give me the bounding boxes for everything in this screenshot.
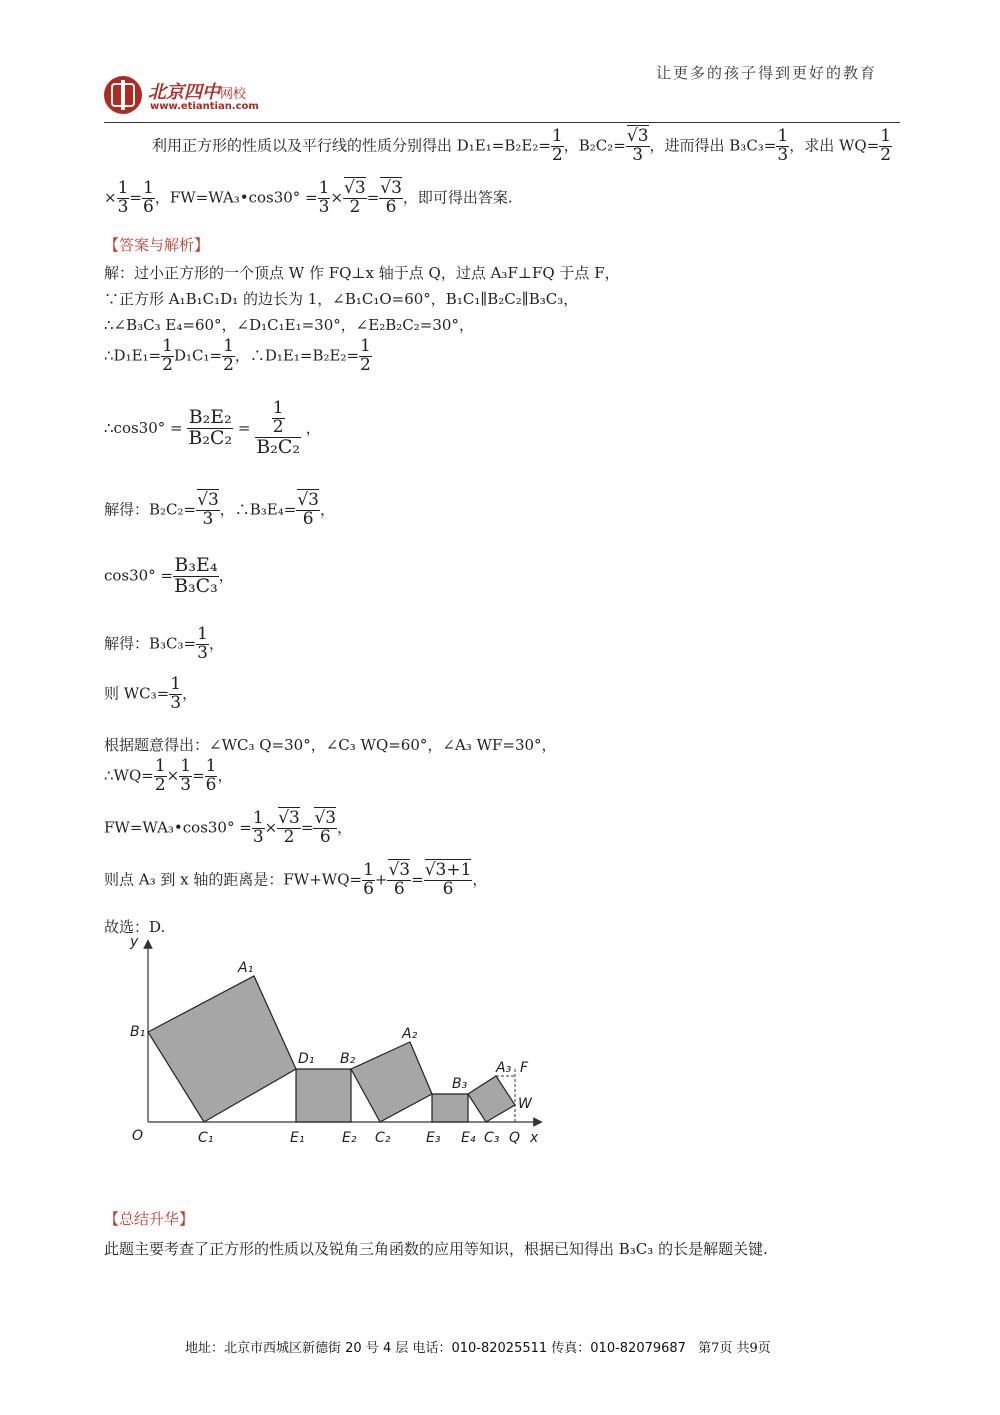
solution-line-14: 故选：D. — [104, 918, 166, 936]
label-D1: D₁ — [298, 1051, 315, 1067]
header-slogan: 让更多的孩子得到更好的教育 — [656, 64, 878, 82]
label-E2: E₂ — [342, 1130, 357, 1146]
label-B1: B₁ — [130, 1024, 146, 1040]
label-B3: B₃ — [452, 1076, 468, 1092]
square-a1b1c1d1 — [148, 976, 296, 1122]
label-A1: A₁ — [238, 960, 254, 976]
summary-heading: 【总结升华】 — [104, 1210, 195, 1228]
analysis-line-1: 利用正方形的性质以及平行线的性质分别得出 D₁E₁=B₂E₂= $\frac{1}{2}$ ，B₂C₂= $\frac{√3}{3}$ ，进而得出 B₃C₃= $\frac{1}{3}$ ，求出 WQ= $\frac{1}{2}$ — [152, 126, 892, 165]
analysis-line-2: × $\frac{1}{3}$ = $\frac{1}{6}$ ，FW=WA₃•cos30° = $\frac{1}{3}$ × $\frac{√3}{2}$ = $\frac{√3}{6}$ ，即可得出答案. — [104, 178, 513, 217]
label-E3: E₃ — [426, 1130, 441, 1146]
label-Q: Q — [509, 1130, 521, 1146]
label-F: F — [520, 1060, 529, 1076]
solution-line-1: 解：过小正方形的一个顶点 W 作 FQ⊥x 轴于点 Q，过点 A₃F⊥FQ 于点 F， — [104, 264, 620, 282]
logo — [104, 76, 304, 116]
label-C1: C₁ — [198, 1130, 214, 1146]
label-E1: E₁ — [290, 1130, 305, 1146]
label-y: y — [130, 934, 139, 950]
solution-line-8: 解得：B₃C₃= $\frac{1}{3}$ ， — [104, 624, 224, 663]
label-B2: B₂ — [340, 1051, 356, 1067]
summary-text: 此题主要考查了正方形的性质以及锐角三角函数的应用等知识，根据已知得出 B₃C₃ 的长是解题关键. — [104, 1240, 768, 1258]
page-number: 第7页 共9页 — [698, 1341, 771, 1356]
answer-heading: 【答案与解析】 — [104, 236, 210, 254]
label-C3: C₃ — [484, 1130, 500, 1146]
solution-line-12: FW=WA₃•cos30° = $\frac{1}{3}$ × $\frac{√3}{2}$ = $\frac{√3}{6}$ ， — [104, 808, 353, 847]
footer — [185, 1337, 771, 1356]
label-E4: E₄ — [461, 1130, 476, 1146]
square-b2a2c2 — [351, 1042, 432, 1122]
solution-line-5: ∴cos30° = $\frac{\text{B₂E₂}}{\text{B₂C₂}}$ = $\frac{\frac{1}{2}}{\text{B₂C₂}}$ ， — [104, 398, 321, 458]
label-A3: A₃ — [496, 1060, 512, 1076]
label-A2: A₂ — [402, 1026, 418, 1042]
solution-line-6: 解得：B₂C₂= $\frac{√3}{3}$ ，∴B₃E₄= $\frac{√3}{6}$ ， — [104, 490, 336, 529]
logo-url: www.etiantian.com — [150, 101, 259, 112]
label-C2: C₂ — [375, 1130, 391, 1146]
solution-line-7: cos30° = $\frac{\text{B₃E₄}}{\text{B₃C₃}}$ ， — [104, 554, 234, 597]
header-divider — [104, 122, 900, 123]
squares-figure — [120, 930, 560, 1150]
footer-address: 地址：北京市西城区新德街 20 号 4 层 电话：010-82025511 传真：010-82079687 — [185, 1341, 686, 1356]
label-W: W — [518, 1096, 532, 1112]
logo-text: 北京四中网校 — [148, 82, 247, 103]
square-b3e3e4 — [432, 1094, 468, 1122]
label-O: O — [132, 1128, 144, 1144]
square-a3c3w — [468, 1076, 515, 1122]
logo-emblem-icon — [104, 76, 142, 114]
solution-line-3: ∴∠B₃C₃ E₄=60°，∠D₁C₁E₁=30°，∠E₂B₂C₂=30°， — [104, 316, 474, 334]
solution-line-11: ∴WQ= $\frac{1}{2}$ × $\frac{1}{3}$ = $\frac{1}{6}$ ， — [104, 756, 233, 795]
solution-line-10: 根据题意得出：∠WC₃ Q=30°，∠C₃ WQ=60°，∠A₃ WF=30°， — [104, 736, 557, 754]
solution-line-13: 则点 A₃ 到 x 轴的距离是：FW+WQ= $\frac{1}{6}$ + $\frac{√3}{6}$ = $\frac{√3+1}{6}$ ， — [104, 860, 488, 899]
solution-line-2: ∵正方形 A₁B₁C₁D₁ 的边长为 1，∠B₁C₁O=60°，B₁C₁∥B₂C₂∥B₃C₃， — [104, 290, 579, 308]
square-d1e1e2b2 — [296, 1069, 351, 1122]
solution-line-9: 则 WC₃= $\frac{1}{3}$ ， — [104, 674, 198, 713]
label-x: x — [530, 1130, 539, 1146]
solution-line-4: ∴D₁E₁= $\frac{1}{2}$ D₁C₁= $\frac{1}{2}$ ，∴D₁E₁=B₂E₂= $\frac{1}{2}$ — [104, 336, 371, 375]
